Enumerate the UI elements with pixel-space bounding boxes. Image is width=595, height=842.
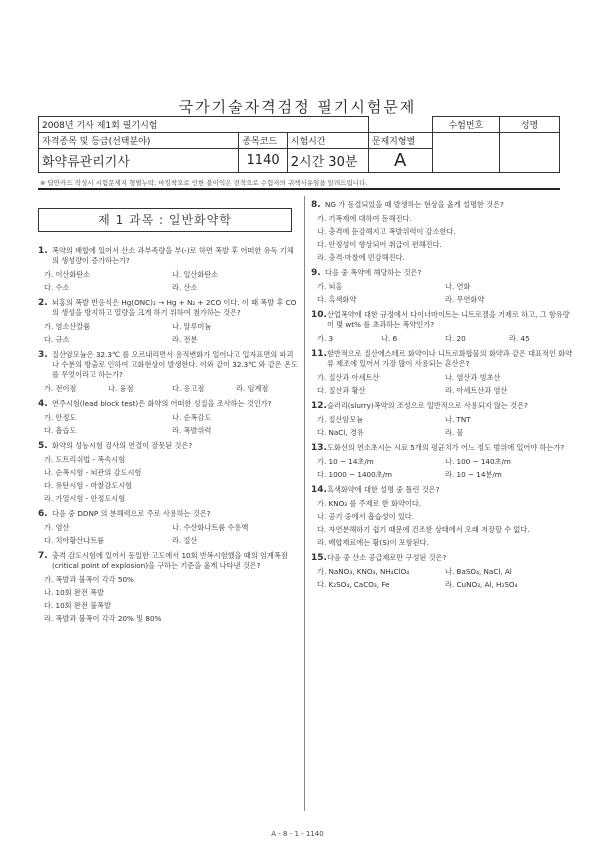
question-head <box>38 509 300 519</box>
question-text: 연주시험(lead block test)은 화약의 어떠한 성질을 조사하는 것인가? <box>52 399 272 408</box>
question-item <box>38 441 300 504</box>
answer-option[interactable]: 나. 일산화탄소 <box>172 270 219 279</box>
question-head <box>311 349 573 369</box>
answer-option[interactable]: 라. 아세트산과 염산 <box>445 386 508 395</box>
answer-option[interactable]: 나. 공기 중에서 흡습성이 있다. <box>317 512 415 521</box>
question-number: 8. <box>311 200 321 210</box>
answer-option[interactable]: 라. 물 <box>445 428 464 437</box>
column-divider <box>304 196 305 811</box>
answer-option[interactable]: 다. 1000 ~ 1400초/m <box>317 470 393 479</box>
question-text: 도화선의 연소초시는 시료 5개의 평균치가 어느 정도 범위에 있어야 하는가? <box>326 443 565 452</box>
exam-number-label: 수험번호 <box>432 117 499 133</box>
answer-option[interactable]: 라. 무연화약 <box>445 295 485 304</box>
answer-option[interactable]: 나. 연화 <box>445 282 471 291</box>
answer-option[interactable]: 다. 수소 <box>44 283 70 292</box>
answer-option[interactable]: 나. 순폭시험 - 뇌관의 감도시험 <box>44 468 142 477</box>
question-text: 함반적으로 질산에스테르 화약이나 니트로화합물의 화약과 같은 대표적인 화약류 제조에 있어서 가장 많이 사용되는 혼산은? <box>326 349 573 368</box>
answer-option[interactable]: 나. 100 ~ 140초/m <box>445 457 511 466</box>
answer-option[interactable]: 가. 폭발과 불폭이 각각 50% <box>44 575 134 584</box>
divider <box>38 188 560 190</box>
question-item <box>38 350 300 394</box>
question-text: 폭약의 배합에 있어서 산소 과부족량을 부(-)로 하면 폭발 후 어떠한 유독 기체의 생성량이 증가하는가? <box>52 246 294 265</box>
name-label: 성명 <box>500 117 560 133</box>
page-title: 국가기술자격검정 필기시험문제 <box>178 98 417 116</box>
question-head <box>38 399 300 409</box>
question-item <box>311 485 573 548</box>
question-number: 10. <box>311 310 327 320</box>
question-head <box>311 200 573 210</box>
answer-option[interactable]: 가. KNO₃ 를 주제로 한 화약이다. <box>317 499 422 508</box>
question-item <box>311 200 573 263</box>
type-label: 문제지형별 <box>368 133 432 149</box>
answer-option[interactable]: 다. 치아황산나트륨 <box>44 536 105 545</box>
question-item <box>311 268 573 305</box>
question-head <box>311 268 573 278</box>
answer-option[interactable]: 다. 안정성이 향상되어 취급이 편해진다. <box>317 240 442 249</box>
question-text: 다음 중 DDNP 의 분해력으로 주로 사용하는 것은? <box>52 509 211 518</box>
question-text: NG 가 동결되었을 때 발생하는 현상을 옳게 설명한 것은? <box>325 200 504 209</box>
options <box>44 384 300 394</box>
time-value: 2시간 30분 <box>287 149 368 173</box>
answer-option[interactable]: 나. 충격에 둔감해지고 폭발위력이 감소한다. <box>317 227 456 236</box>
options <box>44 322 300 345</box>
answer-option[interactable]: 나. 융점 <box>108 384 134 393</box>
question-item <box>38 399 300 436</box>
answer-option[interactable]: 라. 산소 <box>172 283 198 292</box>
question-item <box>311 443 573 480</box>
answer-option[interactable]: 가. 염소산칼륨 <box>44 322 91 331</box>
answer-option[interactable]: 나. 6 <box>381 334 398 343</box>
code-label: 종목코드 <box>239 133 287 149</box>
question-item <box>311 553 573 590</box>
question-number: 2. <box>38 298 48 308</box>
options <box>44 413 300 436</box>
options <box>44 455 300 504</box>
question-text: 다음 중 산소 공급제로만 구성된 것은? <box>326 553 447 562</box>
answer-option[interactable]: 다. 응고점 <box>172 384 205 393</box>
options <box>317 499 573 548</box>
question-number: 13. <box>311 443 327 453</box>
answer-option[interactable]: 가. 도트리쉬법 - 폭속시험 <box>44 455 126 464</box>
answer-option[interactable]: 가. 이산화탄소 <box>44 270 91 279</box>
answer-option[interactable]: 가. 질산과 아세트산 <box>317 373 380 382</box>
options <box>44 523 300 546</box>
question-head <box>38 246 300 266</box>
question-number: 4. <box>38 399 48 409</box>
options <box>317 567 573 590</box>
answer-option[interactable]: 가. 3 <box>317 334 334 343</box>
answer-option[interactable]: 라. 45 <box>509 334 530 343</box>
answer-option[interactable]: 라. 배합재료에는 황(S)이 포함된다. <box>317 538 429 547</box>
right-column <box>311 200 573 595</box>
answer-option[interactable]: 라. 충격·마찰에 민감해진다. <box>317 253 405 262</box>
question-list-left <box>38 246 300 624</box>
exam-header-table <box>38 116 560 173</box>
question-text: 충격 감도시험에 있어서 동일한 고도에서 10회 반복시험했을 때의 임계폭점(critical point of explosion)을 구하는 기준을 옳게 나타낸 것은? <box>52 551 288 570</box>
answer-option[interactable]: 가. 10 ~ 14초/m <box>317 457 374 466</box>
answer-option[interactable]: 라. 가열시험 - 안정도시험 <box>44 494 126 503</box>
time-label: 시험시간 <box>287 133 368 149</box>
question-item <box>311 310 573 344</box>
question-number: 9. <box>311 268 321 278</box>
answer-option[interactable]: 다. 흡습도 <box>44 426 77 435</box>
answer-option[interactable]: 다. 자연분해하기 쉽기 때문에 건조한 상태에서 오래 저장할 수 없다. <box>317 525 530 534</box>
question-head <box>311 401 573 411</box>
answer-option[interactable]: 다. NaCl, 경유 <box>317 428 364 437</box>
question-number: 6. <box>38 509 48 519</box>
answer-option[interactable]: 다. 규소 <box>44 335 70 344</box>
code-value: 1140 <box>239 149 287 173</box>
answer-option[interactable]: 다. 10회 완전 불폭발 <box>44 601 111 610</box>
answer-option[interactable]: 라. 10 ~ 14분/m <box>445 470 502 479</box>
question-text: 흑색화약에 대한 설명 중 틀린 것은? <box>326 485 440 494</box>
answer-option[interactable]: 가. 안정도 <box>44 413 77 422</box>
category-label: 자격종목 및 등급(선택분야) <box>39 133 239 149</box>
options <box>44 270 300 293</box>
question-text: 화약의 성능시험 검사의 연결이 잘못된 것은? <box>52 441 193 450</box>
question-item <box>311 401 573 438</box>
name-field[interactable] <box>500 133 560 173</box>
question-head <box>38 551 300 571</box>
answer-option[interactable]: 라. CuNO₃, Al, H₂SO₄ <box>445 580 518 589</box>
answer-option[interactable]: 나. TNT <box>445 415 471 424</box>
question-item <box>38 246 300 293</box>
answer-option[interactable]: 라. 임계점 <box>236 384 269 393</box>
answer-option[interactable]: 가. 뇌홍 <box>317 282 343 291</box>
options <box>317 415 573 438</box>
answer-option[interactable]: 가. 염산 <box>44 523 70 532</box>
question-head <box>311 310 573 330</box>
page-footer: A - 8 - 1 - 1140 <box>271 830 324 838</box>
answer-option[interactable]: 라. 폭발과 불폭이 각각 20% 및 80% <box>44 614 162 623</box>
type-value: A <box>368 149 432 173</box>
notice-text: ※ 답안카드 작성시 시험문제지 형별누락, 마킹착오로 인한 불이익은 전적으로 수험자의 귀책사유임을 알려드립니다. <box>40 179 368 187</box>
answer-option[interactable]: 다. 흑색화약 <box>317 295 357 304</box>
question-list-right <box>311 200 573 590</box>
answer-option[interactable]: 라. 폭발위력 <box>172 426 212 435</box>
question-item <box>311 349 573 396</box>
options <box>317 214 573 263</box>
question-item <box>38 551 300 624</box>
question-number: 7. <box>38 551 48 561</box>
question-number: 5. <box>38 441 48 451</box>
options <box>317 282 573 305</box>
question-number: 11. <box>311 349 327 359</box>
question-text: 슬러리(slurry)폭약의 조성으로 일반적으로 사용되지 않는 것은? <box>326 401 528 410</box>
answer-option[interactable]: 가. 질산암모늄 <box>317 415 364 424</box>
answer-option[interactable]: 나. BaSO₄, NaCl, Al <box>445 567 512 576</box>
question-number: 12. <box>311 401 327 411</box>
question-head <box>38 441 300 451</box>
answer-option[interactable]: 나. 순폭감도 <box>172 413 212 422</box>
answer-option[interactable]: 나. 수산화나트륨 수용액 <box>172 523 249 532</box>
question-text: 뇌홍의 폭발 반응식은 Hg(ONC)₂ → Hg + N₂ + 2CO 이다. 이 때 폭발 후 CO 의 생성을 방지하고 열량을 크게 하기 위하여 첨가하는 것은? <box>52 298 297 317</box>
answer-option[interactable]: 라. 질산 <box>172 536 198 545</box>
subject-title: 제 1 과목 : 일반화약학 <box>38 208 292 232</box>
question-text: 산업폭약에 대한 규정에서 다이너마이트는 니트로겔을 기제로 하고, 그 함유량이 몇 wt% 를 초과하는 폭약인가? <box>326 310 570 329</box>
options <box>317 334 573 344</box>
question-item <box>38 298 300 345</box>
question-number: 3. <box>38 350 48 360</box>
options <box>317 457 573 480</box>
question-head <box>38 298 300 318</box>
answer-option[interactable]: 가. 전이점 <box>44 384 77 393</box>
exam-info: 2008년 기사 제1회 필기시험 <box>39 117 369 133</box>
answer-option[interactable]: 가. NaNO₃, KNO₃, NH₄ClO₄ <box>317 567 410 576</box>
question-number: 14. <box>311 485 327 495</box>
category-value: 화약류관리기사 <box>39 149 239 173</box>
question-head <box>311 443 573 453</box>
answer-option[interactable]: 나. 염산과 빙초산 <box>445 373 501 382</box>
options <box>44 575 300 624</box>
left-column <box>38 200 300 629</box>
question-number: 1. <box>38 246 48 256</box>
question-item <box>38 509 300 546</box>
answer-option[interactable]: 다. 20 <box>445 334 466 343</box>
answer-option[interactable]: 다. 유탄시험 - 마찰감도시험 <box>44 481 133 490</box>
exam-number-field[interactable] <box>432 133 499 173</box>
options <box>317 373 573 396</box>
answer-option[interactable]: 나. 10회 완전 폭발 <box>44 588 104 597</box>
question-text: 다음 중 폭약에 해당하는 것은? <box>325 268 422 277</box>
question-text: 질산암모늄은 32.3℃ 를 오르내리면서 용적변화가 일어나고 입자표면의 파괴나 수분의 방출로 인하여 고화현상이 발생한다. 이와 같이 32.3℃ 와 같은 온도를 무엇이라고 하는가? <box>52 350 298 379</box>
question-head <box>311 485 573 495</box>
answer-option[interactable]: 라. 전분 <box>172 335 198 344</box>
question-head <box>38 350 300 380</box>
answer-option[interactable]: 나. 알루미늄 <box>172 322 212 331</box>
answer-option[interactable]: 다. 질산과 황산 <box>317 386 366 395</box>
question-number: 15. <box>311 553 327 563</box>
question-head <box>311 553 573 563</box>
answer-option[interactable]: 가. 기폭제에 대하여 둔해진다. <box>317 214 412 223</box>
answer-option[interactable]: 다. K₂SO₄, CaCO₃, Fe <box>317 580 390 589</box>
